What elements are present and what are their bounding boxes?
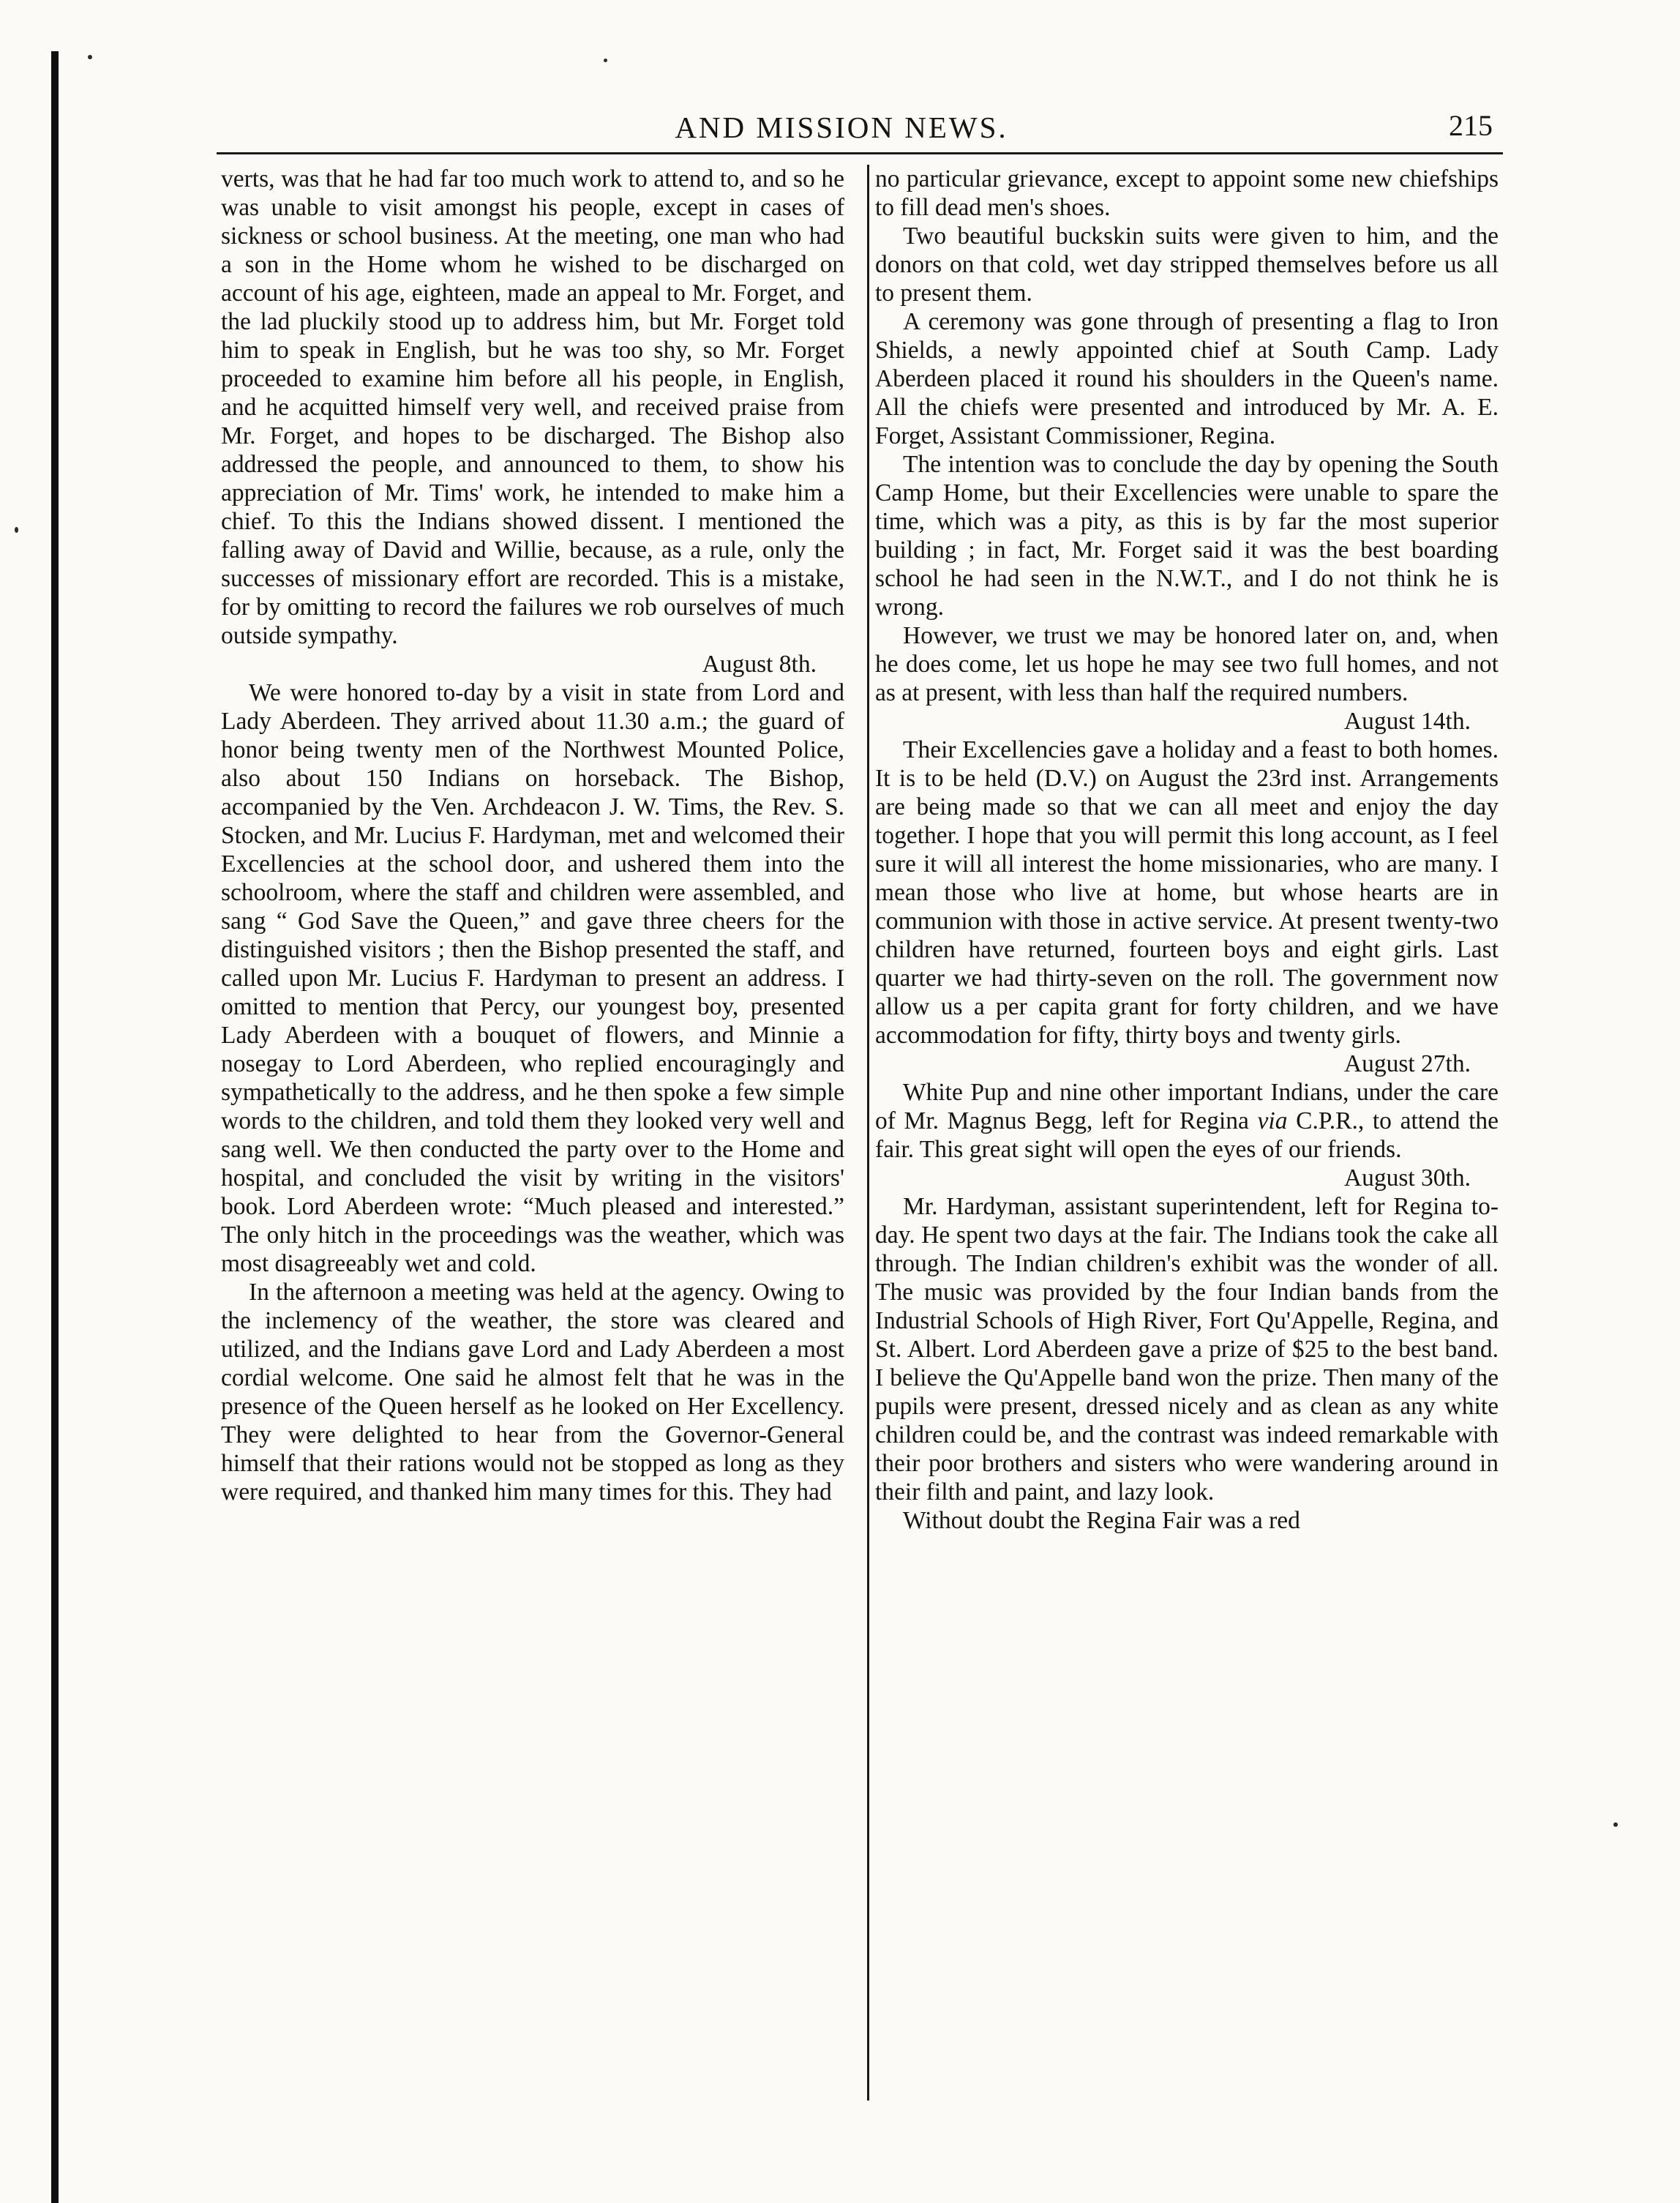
paragraph: verts, was that he had far too much work to attend to, and so he was unable to visit amongst his people, except in cases of sickness or school business. At the meeting, one man who had a son in the Home whom he wished to be discharged on account of his age, eighteen, made an appeal to Mr. Forget, and the lad pluckily stood up to address him, but Mr. Forget told him to speak in English, but he was too shy, so Mr. Forget proceeded to examine him before all his people, in English, and he acquitted himself very well, and received praise from Mr. Forget, and hopes to be discharged. The Bishop also addressed the people, and announced to them, to show his appreciation of Mr. Tims' work, he intended to make him a chief. To this the Indians showed dissent. I mentioned the falling away of David and Willie, because, as a rule, only the successes of missionary effort are recorded. This is a mistake, for by omitting to record the failures we rob ourselves of much outside sympathy. xyxy=(221,165,844,649)
page-binding-edge xyxy=(51,51,59,2203)
print-speck xyxy=(604,59,607,62)
paragraph xyxy=(875,1078,1499,1164)
paragraph-text: White Pup and nine other important Indians, under the care of Mr. Magnus Begg, left for Regina xyxy=(875,1079,1499,1134)
paragraph: However, we trust we may be honored later on, and, when he does come, let us hope he may see two full homes, and not as at present, with less than half the required numbers. xyxy=(875,622,1499,706)
header-rule xyxy=(217,152,1503,154)
right-column xyxy=(875,165,1499,1535)
paragraph: no particular grievance, except to appoint some new chiefships to fill dead men's shoes. xyxy=(875,165,1499,221)
print-speck xyxy=(15,527,18,533)
paragraph: A ceremony was gone through of presenting a flag to Iron Shields, a newly appointed chief at South Camp. Lady Aberdeen placed it round his shoulders in the Queen's name. All the chiefs were presented and introduced by Mr. A. E. Forget, Assistant Commissioner, Regina. xyxy=(875,308,1499,449)
date-heading: August 14th. xyxy=(1343,708,1471,735)
paragraph: We were honored to-day by a visit in state from Lord and Lady Aberdeen. They arrived about 11.30 a.m.; the guard of honor being twenty men of the Northwest Mounted Police, also about 150 Indians on horseback. The Bishop, accompanied by the Ven. Archdeacon J. W. Tims, the Rev. S. Stocken, and Mr. Lucius F. Hardyman, met and welcomed their Excellencies at the school door, and ushered them into the schoolroom, where the staff and children were assembled, and sang “ God Save the Queen,” and gave three cheers for the distinguished visitors ; then the Bishop presented the staff, and called upon Mr. Lucius F. Hardyman to present an address. I omitted to mention that Percy, our youngest boy, presented Lady Aberdeen with a bouquet of flowers, and Minnie a nosegay to Lord Aberdeen, who replied encouragingly and sympathetically to the address, and he then spoke a few simple words to the children, and told them they looked very well and sang well. We then conducted the party over to the Home and hospital, and concluded the visit by writing in the visitors' book. Lord Aberdeen wrote: “Much pleased and interested.” The only hitch in the proceedings was the weather, which was most disagreeably wet and cold. xyxy=(221,679,844,1277)
italic-word: via xyxy=(1257,1107,1288,1134)
paragraph: Without doubt the Regina Fair was a red xyxy=(903,1507,1300,1534)
paragraph: In the afternoon a meeting was held at the agency. Owing to the inclemency of the weather, the store was cleared and utilized, and the Indians gave Lord and Lady Aberdeen a most cordial welcome. One said he almost felt that he was in the presence of the Queen herself as he looked on Her Excellency. They were delighted to hear from the Governor-General himself that their rations would not be stopped as long as they were required, and thanked him many times for this. They had xyxy=(221,1279,844,1506)
date-heading: August 8th. xyxy=(702,651,817,678)
paragraph-text: C.P.R., to attend the fair. This great sight will open the eyes of our friends. xyxy=(875,1107,1499,1163)
paragraph: Mr. Hardyman, assistant superintendent, left for Regina to-day. He spent two days at the fair. The Indians took the cake all through. The Indian children's exhibit was the wonder of all. The music was provided by the four Indian bands from the Industrial Schools of High River, Fort Qu'Appelle, Regina, and St. Albert. Lord Aberdeen gave a prize of $25 to the best band. I believe the Qu'Appelle band won the prize. Then many of the pupils were present, dressed nicely and as clean as any white children could be, and the contrast was indeed remarkable with their poor brothers and sisters who were wandering around in their filth and paint, and lazy look. xyxy=(875,1193,1499,1506)
paragraph: Two beautiful buckskin suits were given to him, and the donors on that cold, wet day stripped themselves before us all to present them. xyxy=(875,222,1499,307)
column-rule xyxy=(867,165,869,2101)
date-heading: August 27th. xyxy=(1343,1050,1471,1077)
print-speck xyxy=(88,55,92,59)
running-header-title: AND MISSION NEWS. xyxy=(675,111,1008,144)
left-column xyxy=(221,165,844,1506)
print-speck xyxy=(1613,1822,1618,1827)
paragraph: Their Excellencies gave a holiday and a feast to both homes. It is to be held (D.V.) on August the 23rd inst. Arrangements are being made so that we can all meet and enjoy the day together. I hope that you will permit this long account, as I feel sure it will all interest the home missionaries, who are many. I mean those who live at home, but whose hearts are in communion with those in active service. At present twenty-two children have returned, fourteen boys and eight girls. Last quarter we had thirty-seven on the roll. The government now allow us a per capita grant for forty children, and we have accommodation for fifty, thirty boys and twenty girls. xyxy=(875,736,1499,1049)
date-heading: August 30th. xyxy=(1343,1164,1471,1192)
paragraph: The intention was to conclude the day by opening the South Camp Home, but their Excellencies were unable to spare the time, which was a pity, as this is by far the most superior building ; in fact, Mr. Forget said it was the best boarding school he had seen in the N.W.T., and I do not think he is wrong. xyxy=(875,451,1499,621)
page-number: 215 xyxy=(1449,109,1493,142)
